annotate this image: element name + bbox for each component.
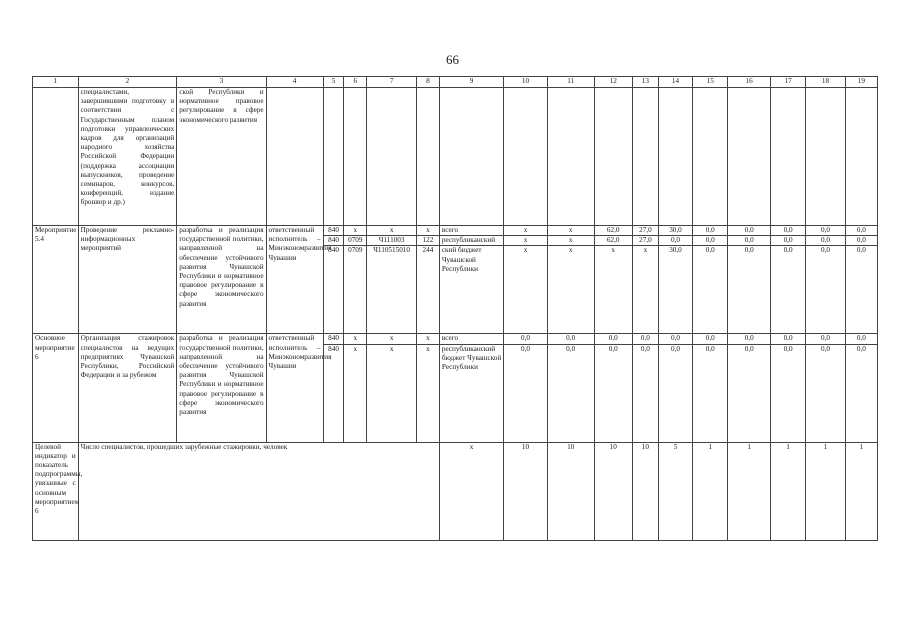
- value-cell: 0,0: [806, 344, 845, 442]
- target-value-cell: 1: [770, 442, 805, 540]
- m54-activity-cell: Проведение рекламно-информационных мероприятий: [78, 226, 177, 334]
- table-cell: [770, 88, 805, 226]
- table-cell: [632, 88, 658, 226]
- value-cell: 0,0: [594, 344, 632, 442]
- target-value-cell: 5: [658, 442, 692, 540]
- source-cell: всего: [439, 226, 503, 236]
- target-article-cell: Ч110515010: [367, 246, 417, 334]
- header-cell: 11: [547, 77, 594, 88]
- value-cell: 0,0: [770, 344, 805, 442]
- expense-type-cell: x: [417, 334, 440, 344]
- value-cell: 0,0: [504, 334, 548, 344]
- m54-row-total: [33, 226, 878, 236]
- value-cell: 30,0: [658, 246, 692, 334]
- om6-number-cell: Основное мероприятие 6: [33, 334, 79, 442]
- value-cell: 0,0: [806, 226, 845, 236]
- target-value-cell: 1: [845, 442, 877, 540]
- value-cell: 0,0: [504, 344, 548, 442]
- section-cell: 0709: [344, 246, 367, 334]
- target-source-cell: x: [439, 442, 503, 540]
- value-cell: 0,0: [845, 246, 877, 334]
- source-cell: республиканский бюджет Чувашской Республики: [439, 344, 503, 442]
- grbs-cell: 840: [323, 226, 344, 236]
- om6-executor-cell: ответственный исполнитель – Минэкономразвития Чувашии: [266, 334, 323, 442]
- value-cell: 62,0: [594, 226, 632, 236]
- value-cell: 0,0: [770, 226, 805, 236]
- section-cell: x: [344, 226, 367, 236]
- value-cell: 0,0: [845, 236, 877, 246]
- goal-cell: ской Республики и нормативное правовое регулирование в сфере экономического развития: [177, 88, 266, 226]
- value-cell: x: [504, 236, 548, 246]
- value-cell: 0,0: [693, 246, 728, 334]
- grbs-cell: 840: [323, 344, 344, 442]
- table-cell: [594, 88, 632, 226]
- value-cell: x: [547, 236, 594, 246]
- target-value-cell: 10: [504, 442, 548, 540]
- value-cell: 0,0: [728, 344, 771, 442]
- value-cell: 0,0: [728, 236, 771, 246]
- value-cell: 0,0: [547, 334, 594, 344]
- target-article-cell: x: [367, 334, 417, 344]
- header-cell: 9: [439, 77, 503, 88]
- value-cell: 0,0: [693, 334, 728, 344]
- header-cell: 16: [728, 77, 771, 88]
- header-cell: 13: [632, 77, 658, 88]
- header-cell: 3: [177, 77, 266, 88]
- expense-type-cell: 244: [417, 246, 440, 334]
- header-cell: 6: [344, 77, 367, 88]
- target-value-cell: 1: [728, 442, 771, 540]
- value-cell: 0,0: [693, 226, 728, 236]
- section-cell: x: [344, 334, 367, 344]
- activity-name-cell: специалистами, завершившими подготовку в соответствии с Государственным планом подготовки управленческих кадров для организаций народного хозяйства Российской Федерации (поддержка ассоциации выпускников, проведение семинаров, конкурсов, конференций, издание брошюр и др.): [78, 88, 177, 226]
- expense-type-cell: x: [417, 344, 440, 442]
- table-cell: [504, 88, 548, 226]
- table-cell: [439, 88, 503, 226]
- header-cell: 5: [323, 77, 344, 88]
- value-cell: 0,0: [693, 236, 728, 246]
- grbs-cell: 840: [323, 246, 344, 334]
- header-cell: 7: [367, 77, 417, 88]
- value-cell: 0,0: [693, 344, 728, 442]
- header-cell: 4: [266, 77, 323, 88]
- table-cell: [266, 88, 323, 226]
- target-value-cell: 1: [693, 442, 728, 540]
- m54-number-cell: Мероприятие 5.4: [33, 226, 79, 334]
- grbs-cell: 840: [323, 334, 344, 344]
- value-cell: 62,0: [594, 236, 632, 246]
- om6-row-total: [33, 334, 878, 344]
- source-cell: ский бюджет Чувашской Республики: [439, 246, 503, 334]
- m54-goal-cell: разработка и реализация государственной политики, направленной на обеспечение устойчивого развития Чувашской Республики и нормативное правовое регулирование в сфере экономического развития: [177, 226, 266, 334]
- value-cell: x: [594, 246, 632, 334]
- target-article-cell: x: [367, 226, 417, 236]
- value-cell: 0,0: [845, 226, 877, 236]
- table-cell: [806, 88, 845, 226]
- section-cell: 0709: [344, 236, 367, 246]
- value-cell: 0,0: [770, 334, 805, 344]
- value-cell: 0,0: [658, 334, 692, 344]
- m54-executor-cell: ответственный исполнитель – Минэкономразвития Чувашии: [266, 226, 323, 334]
- value-cell: 27,0: [632, 226, 658, 236]
- value-cell: x: [504, 246, 548, 334]
- header-cell: 10: [504, 77, 548, 88]
- header-cell: 12: [594, 77, 632, 88]
- table-cell: [845, 88, 877, 226]
- target-value-cell: 10: [594, 442, 632, 540]
- header-cell: 18: [806, 77, 845, 88]
- grbs-cell: 840: [323, 236, 344, 246]
- value-cell: 0,0: [845, 334, 877, 344]
- value-cell: 0,0: [728, 246, 771, 334]
- value-cell: x: [632, 246, 658, 334]
- value-cell: 27,0: [632, 236, 658, 246]
- table-cell: [547, 88, 594, 226]
- target-value-cell: 10: [547, 442, 594, 540]
- target-value-cell: 1: [806, 442, 845, 540]
- target-indicator-title-cell: Целевой индикатор и показатель подпрограммы, увязанные с основным мероприятием 6: [33, 442, 79, 540]
- value-cell: 0,0: [594, 334, 632, 344]
- value-cell: 0,0: [658, 236, 692, 246]
- target-indicator-row: [33, 442, 878, 540]
- header-cell: 15: [693, 77, 728, 88]
- table-cell: [344, 88, 367, 226]
- value-cell: x: [547, 226, 594, 236]
- budget-table: [32, 76, 878, 541]
- table-cell: [367, 88, 417, 226]
- header-row: [33, 77, 878, 88]
- page-number: 66: [446, 52, 459, 67]
- value-cell: 0,0: [770, 246, 805, 334]
- value-cell: 0,0: [632, 344, 658, 442]
- expense-type-cell: x: [417, 226, 440, 236]
- source-cell: всего: [439, 334, 503, 344]
- table-cell: [323, 88, 344, 226]
- value-cell: 0,0: [632, 334, 658, 344]
- value-cell: x: [504, 226, 548, 236]
- target-article-cell: x: [367, 344, 417, 442]
- target-article-cell: Ч111003: [367, 236, 417, 246]
- header-cell: 2: [78, 77, 177, 88]
- table-cell: [658, 88, 692, 226]
- header-cell: 19: [845, 77, 877, 88]
- table-cell: [417, 88, 440, 226]
- section-cell: x: [344, 344, 367, 442]
- header-cell: 1: [33, 77, 79, 88]
- value-cell: 0,0: [770, 236, 805, 246]
- om6-goal-cell: разработка и реализация государственной политики, направленной на обеспечение устойчивого развития Чувашской Республики и нормативное правовое регулирование в сфере экономического развития: [177, 334, 266, 442]
- table-cell: [693, 88, 728, 226]
- value-cell: 0,0: [845, 344, 877, 442]
- continuation-row: [33, 88, 878, 226]
- header-cell: 8: [417, 77, 440, 88]
- value-cell: 0,0: [547, 344, 594, 442]
- target-value-cell: 10: [632, 442, 658, 540]
- target-indicator-label-cell: Число специалистов, прошедших зарубежные стажировки, человек: [78, 442, 439, 540]
- value-cell: 0,0: [728, 334, 771, 344]
- source-cell: республиканский: [439, 236, 503, 246]
- value-cell: 0,0: [806, 236, 845, 246]
- value-cell: 0,0: [728, 226, 771, 236]
- header-cell: 17: [770, 77, 805, 88]
- value-cell: 0,0: [806, 334, 845, 344]
- table-cell: [33, 88, 79, 226]
- value-cell: 0,0: [806, 246, 845, 334]
- header-cell: 14: [658, 77, 692, 88]
- value-cell: 30,0: [658, 226, 692, 236]
- value-cell: x: [547, 246, 594, 334]
- expense-type-cell: 122: [417, 236, 440, 246]
- table-cell: [728, 88, 771, 226]
- value-cell: 0,0: [658, 344, 692, 442]
- om6-activity-cell: Организация стажировок специалистов на ведущих предприятиях Чувашской Республики, Российской Федерации и за рубежом: [78, 334, 177, 442]
